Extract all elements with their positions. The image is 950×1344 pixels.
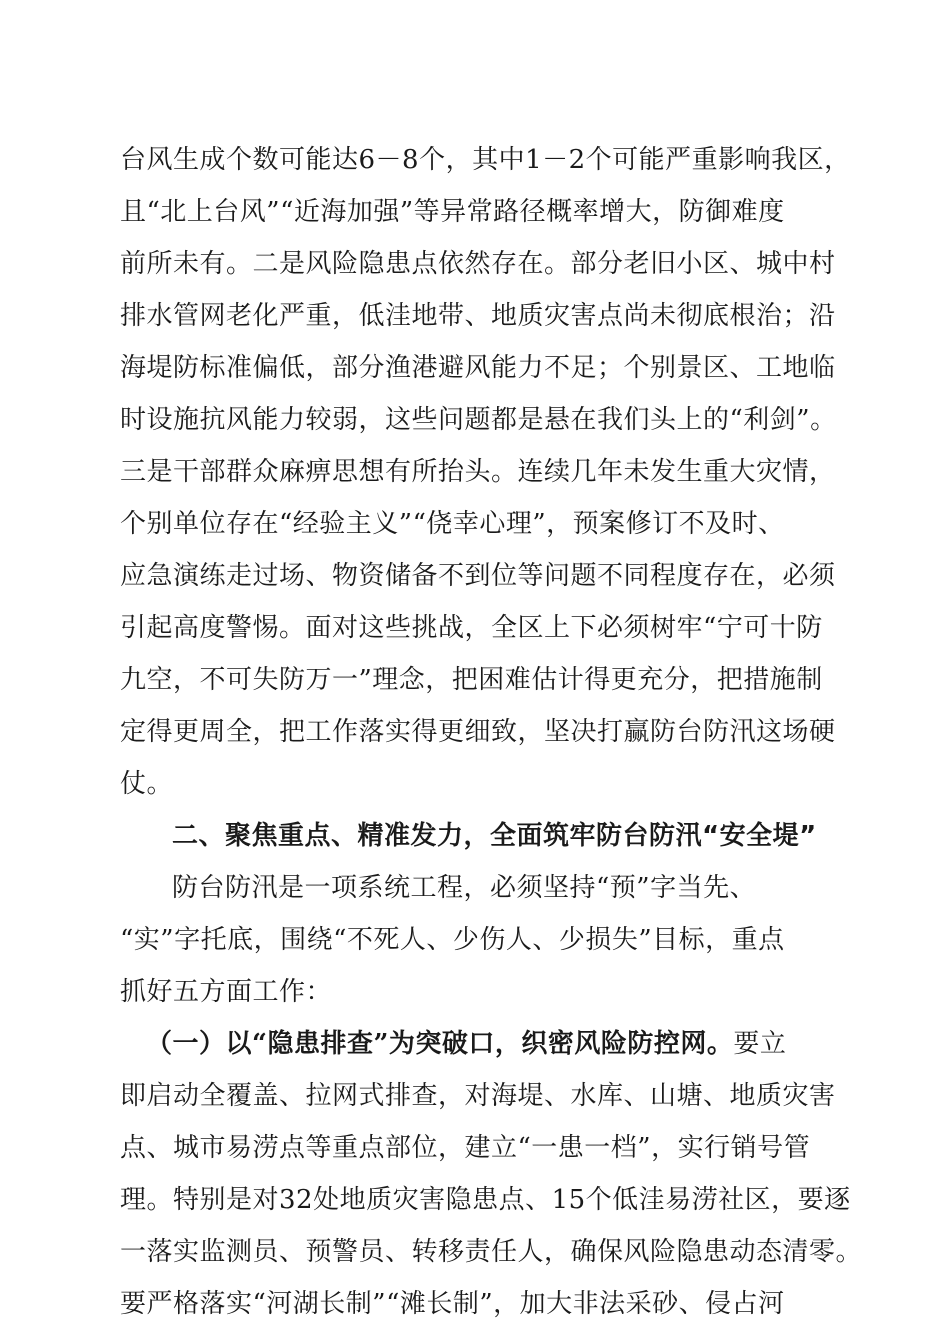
section-heading: 二、聚焦重点、精准发力，全面筑牢防台防汛“安全堤” bbox=[172, 821, 817, 851]
body-line-7: 三是干部群众麻痹思想有所抬头。连续几年未发生重大灾情， bbox=[120, 457, 836, 487]
body-line-5: 海堤防标准偏低，部分渔港避风能力不足；个别景区、工地临 bbox=[120, 353, 836, 383]
subsection-line-4: 理。特别是对32处地质灾害隐患点、15个低洼易涝社区，要逐 bbox=[120, 1185, 851, 1215]
subsection-line-2: 即启动全覆盖、拉网式排查，对海堤、水库、山塘、地质灾害 bbox=[120, 1081, 836, 1111]
body-line-4: 排水管网老化严重，低洼地带、地质灾害点尚未彻底根治；沿 bbox=[120, 301, 836, 331]
subsection-line-1 bbox=[146, 1026, 786, 1062]
subsection-tail: 要立 bbox=[733, 1029, 787, 1059]
subsection-heading: （一）以“隐患排查”为突破口，织密风险防控网。 bbox=[146, 1029, 734, 1059]
intro-line-2: “实”字托底，围绕“不死人、少伤人、少损失”目标，重点 bbox=[120, 925, 785, 955]
body-line-12: 定得更周全，把工作落实得更细致，坚决打赢防台防汛这场硬 bbox=[120, 717, 836, 747]
body-line-13: 仗。 bbox=[120, 769, 174, 799]
subsection-line-6: 要严格落实“河湖长制”“滩长制”，加大非法采砂、侵占河 bbox=[120, 1289, 785, 1319]
intro-line-3: 抓好五方面工作： bbox=[120, 977, 333, 1007]
intro-line-1: 防台防汛是一项系统工程，必须坚持“预”字当先、 bbox=[172, 873, 757, 903]
body-line-1: 台风生成个数可能达6－8个，其中1－2个可能严重影响我区， bbox=[120, 145, 851, 175]
body-line-3: 前所未有。二是风险隐患点依然存在。部分老旧小区、城中村 bbox=[120, 249, 836, 279]
body-line-2: 且“北上台风”“近海加强”等异常路径概率增大，防御难度 bbox=[120, 197, 785, 227]
body-line-10: 引起高度警惕。面对这些挑战，全区上下必须树牢“宁可十防 bbox=[120, 613, 823, 643]
body-line-9: 应急演练走过场、物资储备不到位等问题不同程度存在，必须 bbox=[120, 561, 836, 591]
body-line-8: 个别单位存在“经验主义”“侥幸心理”，预案修订不及时、 bbox=[120, 509, 785, 539]
subsection-line-5: 一落实监测员、预警员、转移责任人，确保风险隐患动态清零。 bbox=[120, 1237, 863, 1267]
body-line-6: 时设施抗风能力较弱，这些问题都是悬在我们头上的“利剑”。 bbox=[120, 405, 837, 435]
body-line-11: 九空，不可失防万一”理念，把困难估计得更充分，把措施制 bbox=[120, 665, 823, 695]
subsection-line-3: 点、城市易涝点等重点部位，建立“一患一档”，实行销号管 bbox=[120, 1133, 811, 1163]
